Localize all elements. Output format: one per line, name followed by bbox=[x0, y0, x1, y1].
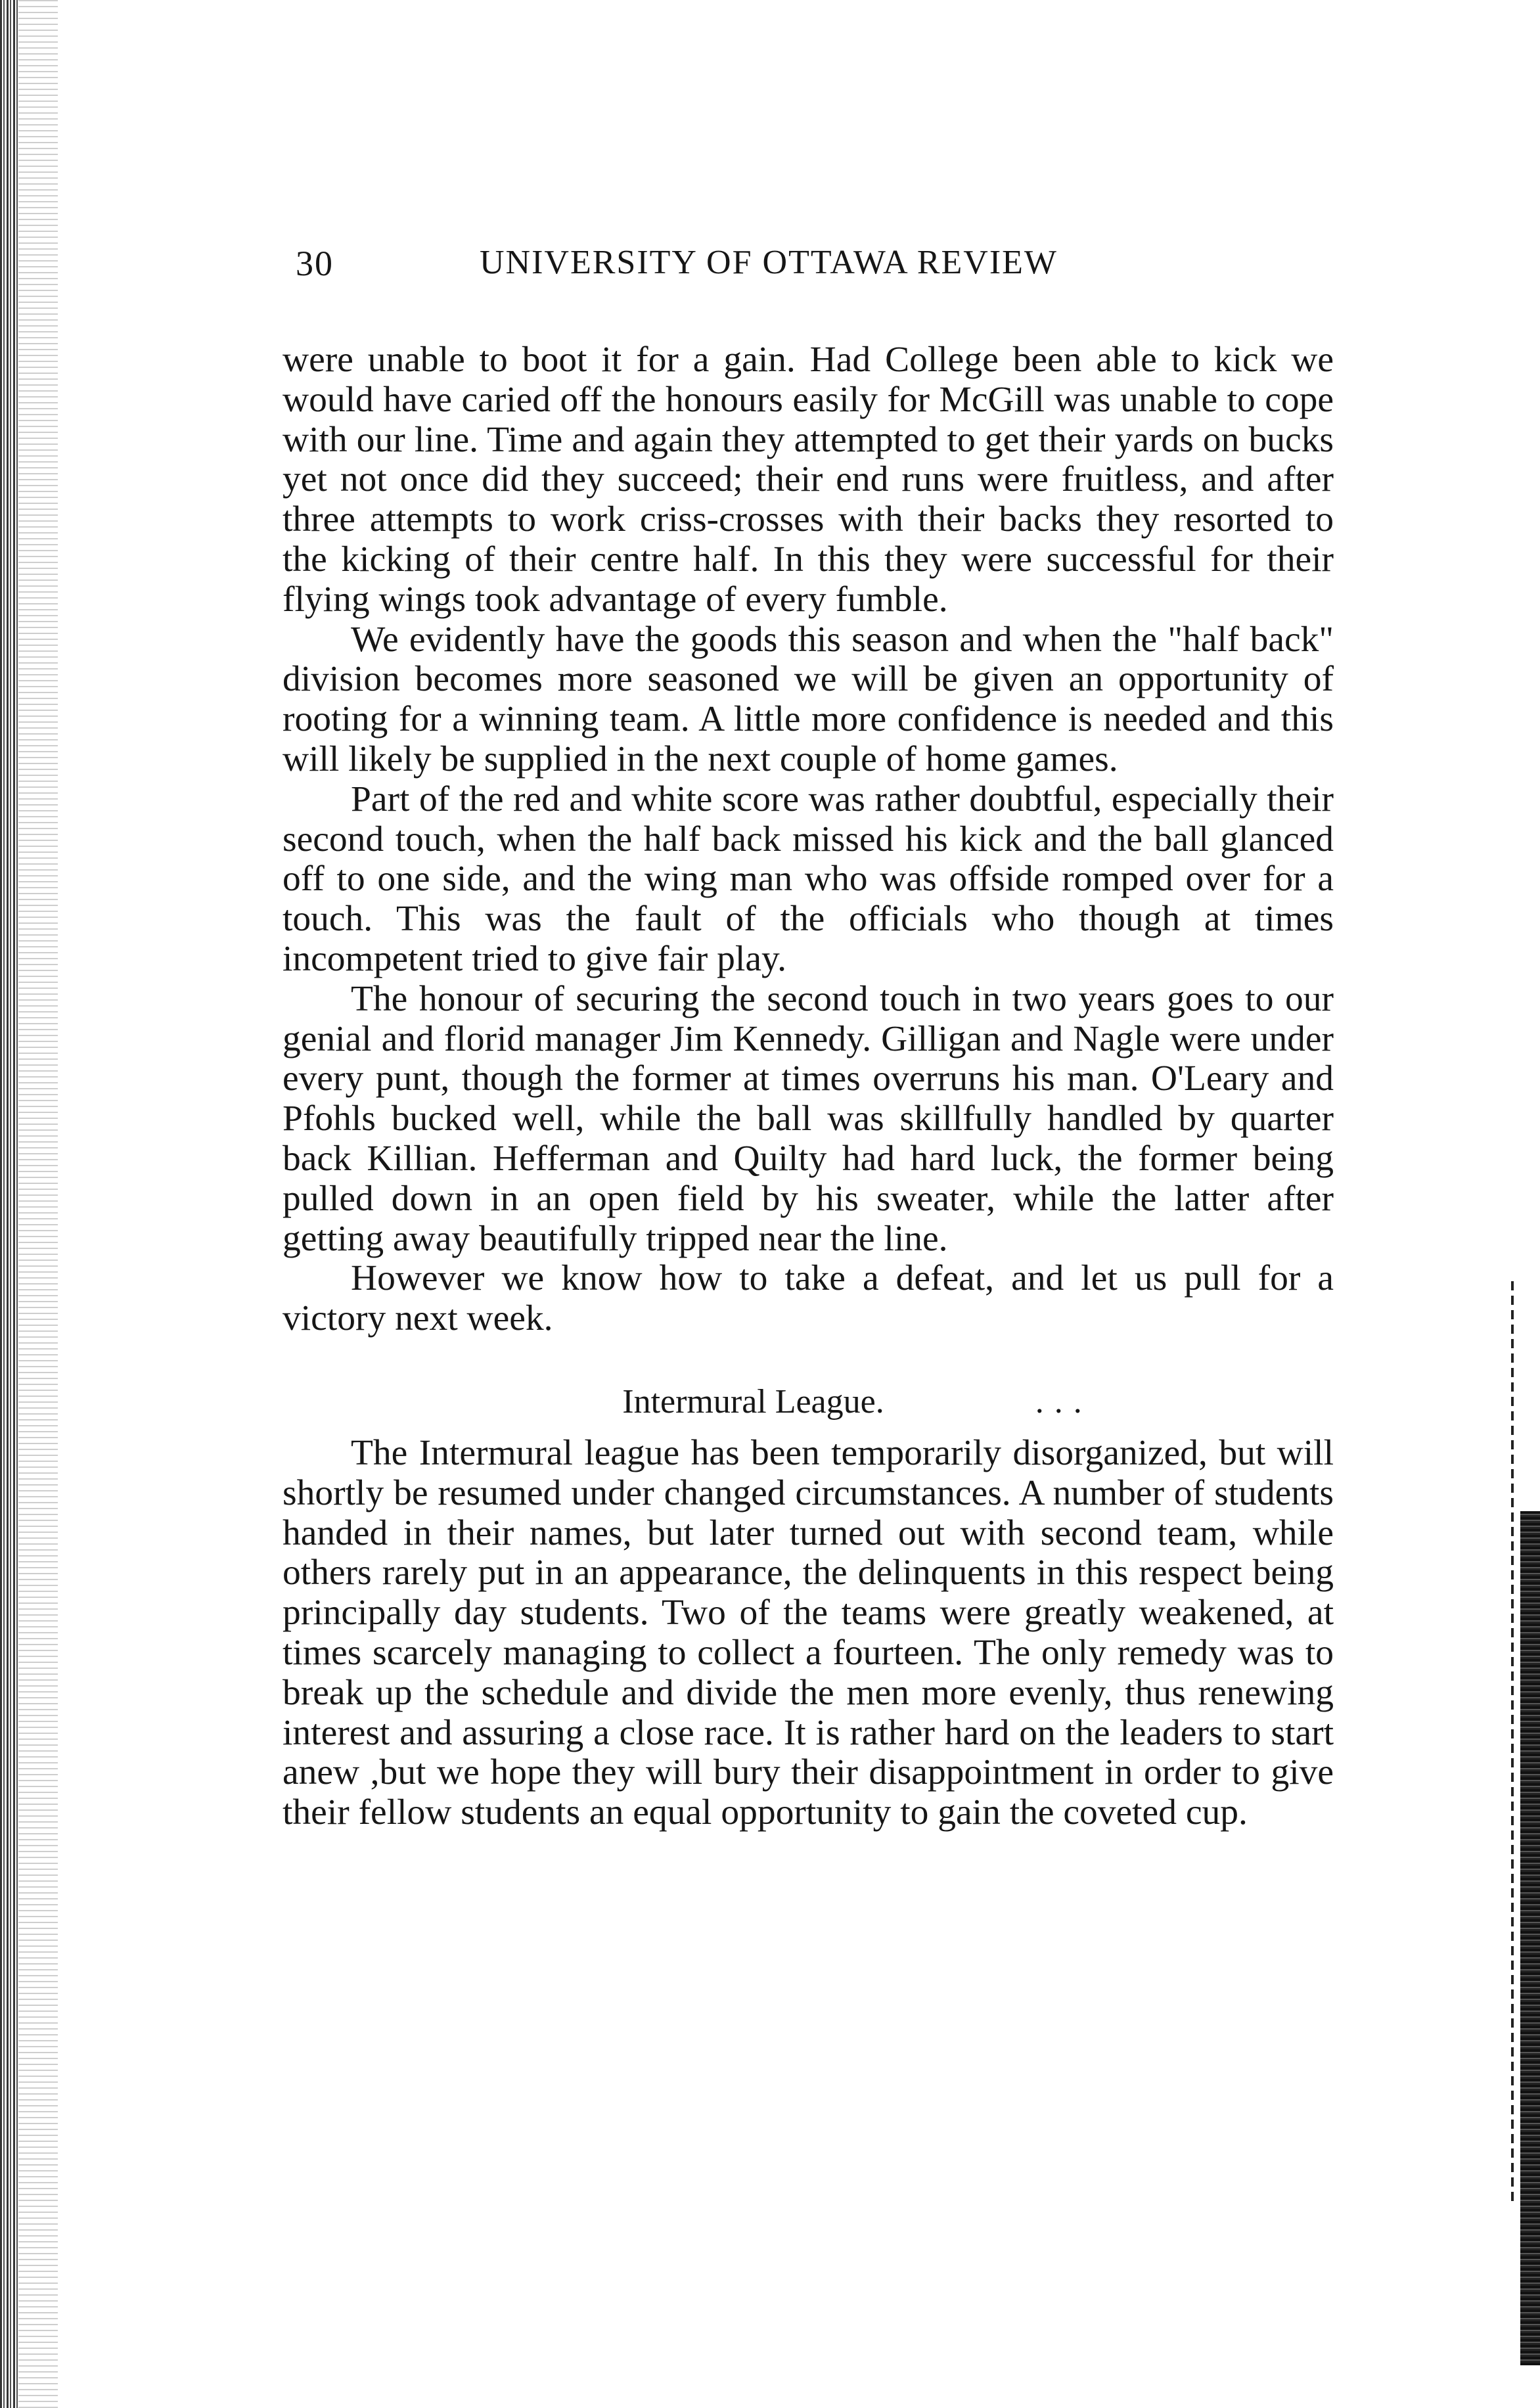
journal-title: UNIVERSITY OF OTTAWA REVIEW bbox=[480, 244, 1058, 281]
binding-shadow-left bbox=[18, 0, 58, 2408]
scan-edge-right-thin bbox=[1511, 1281, 1514, 2201]
section-paragraph: The Intermural league has been temporarily disorganized, but will shortly be resumed under changed circumstances. A number of students handed in their names, but later turned out with second team, while others rarely put in an appearance, the delinquents in this respect being principally day students. Two of the teams were greatly weakened, at times scarcely managing to collect a fourteen. The only remedy was to break up the schedule and divide the men more evenly, thus renewing interest and assuring a close race. It is rather hard on the leaders to start anew ,but we hope they will bury their disappointment in order to give their fellow students an equal opportunity to gain the coveted cup. bbox=[283, 1432, 1334, 1833]
heading-ornament: ... bbox=[1035, 1382, 1093, 1420]
scan-edge-right bbox=[1520, 1511, 1540, 2365]
paragraph: However we know how to take a defeat, and let us pull for a victory next week. bbox=[283, 1258, 1334, 1339]
section-heading bbox=[283, 1382, 1334, 1422]
running-head bbox=[296, 243, 1334, 296]
article-body bbox=[283, 340, 1334, 1833]
paragraph: The honour of securing the second touch in two years goes to our genial and florid manager Jim Kennedy. Gilligan and Nagle were under every punt, though the former at times overruns his man. O'Leary and Pfohls bucked well, while the ball was skillfully handled by quarter back Killian. Hefferman and Quilty had hard luck, the former being pulled down in an open field by his sweater, while the latter after getting away beautifully tripped near the line. bbox=[283, 978, 1334, 1259]
page-number: 30 bbox=[296, 244, 334, 283]
paragraph-continued: were unable to boot it for a gain. Had College been able to kick we would have caried off the honours easily for McGill was unable to cope with our line. Time and again they attempted to get their yards on bucks yet not once did they succeed; their end runs were fruitless, and after three attempts to work criss-crosses with their backs they resorted to the kicking of their centre half. In this they were successful for their flying wings took advantage of every fumble. bbox=[283, 340, 1334, 620]
paragraph: We evidently have the goods this season and when the "half back" division becomes more seasoned we will be given an opportunity of rooting for a winning team. A little more confidence is needed and this will likely be supplied in the next couple of home games. bbox=[283, 619, 1334, 779]
paragraph: Part of the red and white score was rather doubtful, especially their second touch, when the half back missed his kick and the ball glanced off to one side, and the wing man who was offside romped over for a touch. This was the fault of the officials who though at times incompetent tried to give fair play. bbox=[283, 779, 1334, 979]
binding-edge-left bbox=[0, 0, 18, 2408]
section-heading-text: Intermural League. bbox=[622, 1382, 884, 1420]
